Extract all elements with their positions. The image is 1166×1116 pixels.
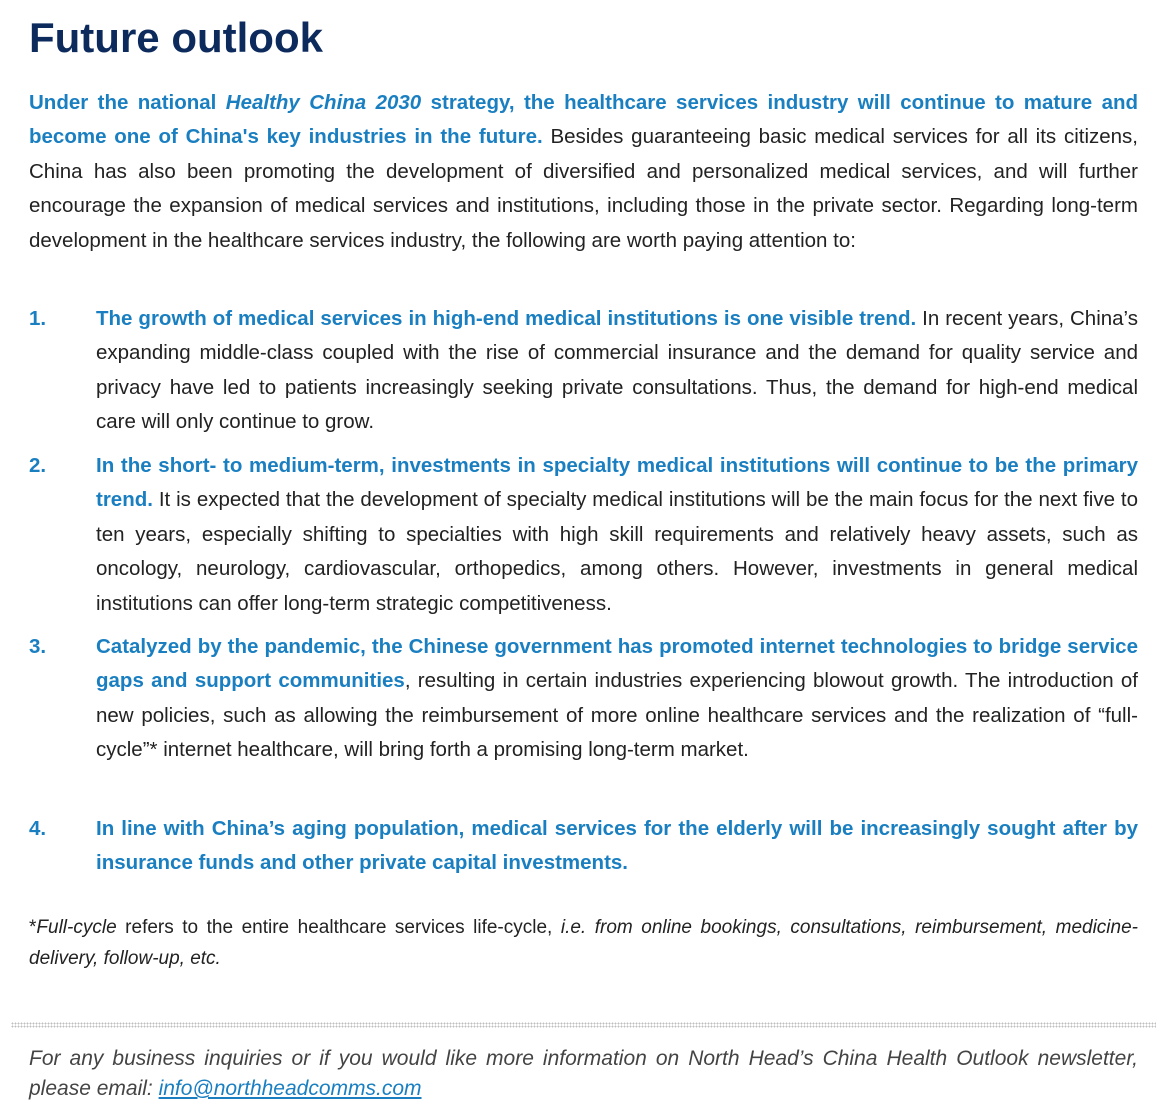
intro-body: Besides guaranteeing basic medical services for all its citizens, China has also been promoting the development of diversified and personalized medical services, and will further encourage the expansion of medical services and institutions, including those in the private sector. Regarding long-term development in the healthcare services industry, the following are worth paying attention to: xyxy=(29,125,1139,252)
footnote-term: Full-cycle xyxy=(36,917,117,938)
list-item-text xyxy=(96,630,1138,768)
contact-note: For any business inquiries or if you would like more information on North Head’s China Health Outlook newsletter, please email: info@northheadcomms.com xyxy=(29,1047,1138,1100)
list-item-body: , resulting in certain industries experiencing blowout growth. The introduction of new policies, such as allowing the reimbursement of more online healthcare services and the realization of “full-cycle”* internet healthcare, will bring forth a promising long-term market. xyxy=(96,669,1138,762)
footnote: *Full-cycle refers to the entire healthcare services life-cycle, i.e. from online bookings, consultations, reimbursement, medicine-delivery, follow-up, etc. xyxy=(29,917,1138,969)
list-item-number: 4. xyxy=(29,817,47,840)
list-item-number: 3. xyxy=(29,635,47,658)
list-item-lead: In line with China’s aging population, medical services for the elderly will be increasingly sought after by insurance funds and other private capital investments. xyxy=(96,817,1138,875)
list-item-text xyxy=(96,812,1138,881)
intro-lead-italic: Healthy China 2030 xyxy=(225,91,422,114)
list-item-number: 1. xyxy=(29,307,47,330)
page-title: Future outlook xyxy=(29,14,323,61)
section-divider xyxy=(11,1022,1156,1028)
list-item-lead: The growth of medical services in high-end medical institutions is one visible trend. xyxy=(96,307,917,330)
email-link[interactable]: info@northheadcomms.com xyxy=(158,1077,422,1100)
list-item-lead: Catalyzed by the pandemic, the Chinese government has promoted internet technologies to bridge service gaps and support communities xyxy=(96,635,1138,693)
list-item-lead: In the short- to medium-term, investments in specialty medical institutions will continue to be the primary trend. xyxy=(96,454,1138,512)
list-item-body: It is expected that the development of specialty medical institutions will be the main focus for the next five to ten years, especially shifting to specialties with high skill requirements and relatively heavy assets, such as oncology, neurology, cardiovascular, orthopedics, among others. However, investments in general medical institutions can offer long-term strategic competitiveness. xyxy=(96,488,1138,615)
footnote-example: i.e. from online bookings, consultations, reimbursement, medicine-delivery, follow-up, etc. xyxy=(29,917,1138,969)
intro-paragraph xyxy=(29,86,1138,258)
list-item-text xyxy=(96,449,1138,621)
list-item-number: 2. xyxy=(29,454,47,477)
intro-lead: Under the national Healthy China 2030 strategy, the healthcare services industry will continue to mature and become one of China's key industries in the future. xyxy=(29,91,1139,149)
list-item-body: In recent years, China’s expanding middle-class coupled with the rise of commercial insurance and the demand for quality service and privacy have led to patients increasingly seeking private consultations. Thus, the demand for high-end medical care will only continue to grow. xyxy=(96,307,1138,434)
list-item-text xyxy=(96,302,1138,440)
